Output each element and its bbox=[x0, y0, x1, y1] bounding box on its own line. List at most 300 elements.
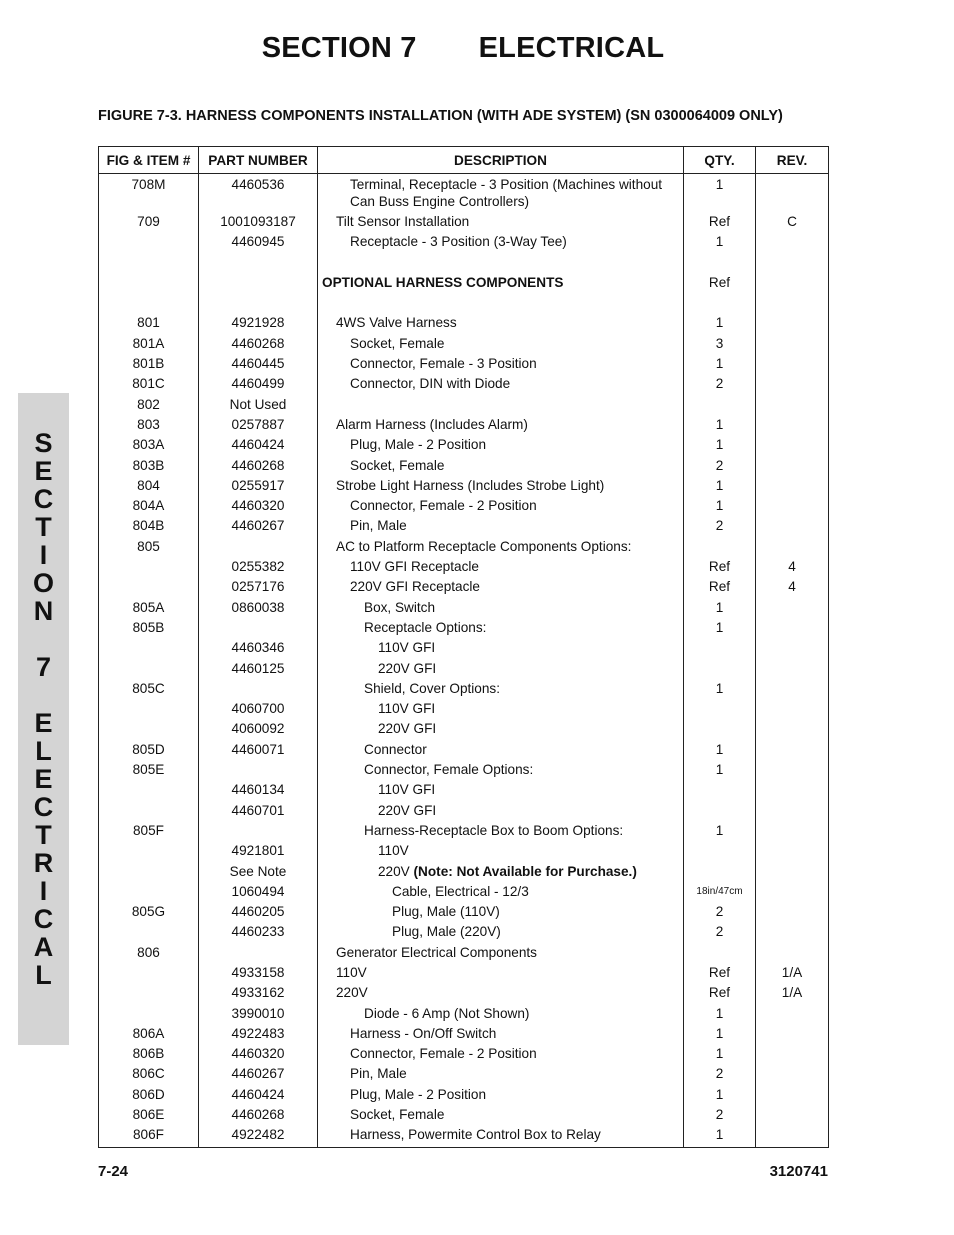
rev-cell: 4 bbox=[756, 558, 829, 578]
fig-item-cell bbox=[99, 923, 199, 943]
qty-cell: 1 bbox=[684, 416, 756, 436]
table-row bbox=[99, 1045, 829, 1065]
rev-cell bbox=[756, 842, 829, 862]
description-cell: Connector, DIN with Diode bbox=[318, 375, 684, 395]
column-header-fig-item: FIG & ITEM # bbox=[99, 147, 199, 174]
qty-cell: 1 bbox=[684, 1005, 756, 1025]
page-number: 7-24 bbox=[98, 1163, 129, 1180]
table-row bbox=[99, 802, 829, 822]
rev-cell bbox=[756, 1106, 829, 1126]
rev-cell bbox=[756, 599, 829, 619]
qty-cell: 1 bbox=[684, 761, 756, 781]
qty-cell: 2 bbox=[684, 1065, 756, 1085]
part-number-cell: 4460268 bbox=[199, 1106, 318, 1126]
rev-cell bbox=[756, 436, 829, 456]
description-cell: Tilt Sensor Installation bbox=[318, 213, 684, 233]
description-cell: Diode - 6 Amp (Not Shown) bbox=[318, 1005, 684, 1025]
table-row bbox=[99, 477, 829, 497]
description-cell: Socket, Female bbox=[318, 1106, 684, 1126]
table-row bbox=[99, 457, 829, 477]
side-tab-letter: C bbox=[33, 792, 54, 822]
qty-cell: 2 bbox=[684, 375, 756, 395]
rev-cell: 4 bbox=[756, 578, 829, 598]
table-row bbox=[99, 639, 829, 659]
rev-cell bbox=[756, 883, 829, 903]
table-row bbox=[99, 720, 829, 740]
description-cell: Plug, Male (220V) bbox=[318, 923, 684, 943]
column-header-rev: REV. bbox=[756, 147, 829, 174]
part-number-cell: 0255917 bbox=[199, 477, 318, 497]
qty-cell: 3 bbox=[684, 335, 756, 355]
table-row bbox=[99, 1005, 829, 1025]
qty-cell: 1 bbox=[684, 477, 756, 497]
column-header-description: DESCRIPTION bbox=[318, 147, 684, 174]
rev-cell bbox=[756, 174, 829, 214]
table-row bbox=[99, 254, 829, 274]
part-number-cell: 4060092 bbox=[199, 720, 318, 740]
parts-table bbox=[98, 146, 829, 1148]
fig-item-cell: 806D bbox=[99, 1086, 199, 1106]
rev-cell bbox=[756, 335, 829, 355]
table-row bbox=[99, 1025, 829, 1045]
side-tab-text bbox=[18, 429, 69, 989]
rev-cell bbox=[756, 375, 829, 395]
part-number-cell: 4921928 bbox=[199, 314, 318, 334]
description-cell: Pin, Male bbox=[318, 1065, 684, 1085]
part-number-cell: 4460424 bbox=[199, 1086, 318, 1106]
rev-cell bbox=[756, 619, 829, 639]
rev-cell bbox=[756, 294, 829, 314]
rev-cell bbox=[756, 1126, 829, 1147]
part-number-cell bbox=[199, 680, 318, 700]
table-row bbox=[99, 680, 829, 700]
qty-cell: 1 bbox=[684, 1086, 756, 1106]
description-text: 220V bbox=[378, 863, 414, 879]
part-number-cell: 4460320 bbox=[199, 497, 318, 517]
part-number-cell: 4460536 bbox=[199, 174, 318, 214]
section-label: SECTION 7 bbox=[261, 32, 417, 64]
description-cell: 110V GFI bbox=[318, 781, 684, 801]
fig-item-cell bbox=[99, 863, 199, 883]
description-cell: 110V GFI bbox=[318, 700, 684, 720]
fig-item-cell: 805A bbox=[99, 599, 199, 619]
qty-cell bbox=[684, 863, 756, 883]
description-cell: AC to Platform Receptacle Components Options: bbox=[318, 538, 684, 558]
fig-item-cell bbox=[99, 964, 199, 984]
table-row bbox=[99, 599, 829, 619]
qty-cell: 1 bbox=[684, 174, 756, 214]
fig-item-cell: 806 bbox=[99, 944, 199, 964]
fig-item-cell: 802 bbox=[99, 396, 199, 416]
rev-cell bbox=[756, 274, 829, 294]
fig-item-cell bbox=[99, 578, 199, 598]
side-tab-letter: L bbox=[35, 736, 52, 766]
part-number-cell: 4921801 bbox=[199, 842, 318, 862]
table-row bbox=[99, 233, 829, 253]
description-cell: Generator Electrical Components bbox=[318, 944, 684, 964]
part-number-cell: Not Used bbox=[199, 396, 318, 416]
qty-cell: 2 bbox=[684, 517, 756, 537]
rev-cell bbox=[756, 497, 829, 517]
fig-item-cell bbox=[99, 254, 199, 274]
fig-item-cell: 805F bbox=[99, 822, 199, 842]
fig-item-cell bbox=[99, 842, 199, 862]
table-row bbox=[99, 335, 829, 355]
part-number-cell: 0860038 bbox=[199, 599, 318, 619]
description-cell: Socket, Female bbox=[318, 457, 684, 477]
description-cell: 110V bbox=[318, 964, 684, 984]
table-row bbox=[99, 1065, 829, 1085]
fig-item-cell bbox=[99, 1005, 199, 1025]
side-tab-letter: T bbox=[35, 820, 52, 850]
side-tab-letter: S bbox=[34, 428, 53, 458]
fig-item-cell: 803B bbox=[99, 457, 199, 477]
table-row bbox=[99, 174, 829, 214]
table-row bbox=[99, 213, 829, 233]
rev-cell bbox=[756, 944, 829, 964]
description-cell: 110V bbox=[318, 842, 684, 862]
rev-cell bbox=[756, 477, 829, 497]
figure-title: FIGURE 7-3. HARNESS COMPONENTS INSTALLATION (WITH ADE SYSTEM) (SN 0300064009 ONLY) bbox=[98, 108, 783, 124]
table-row bbox=[99, 436, 829, 456]
fig-item-cell bbox=[99, 233, 199, 253]
qty-cell bbox=[684, 944, 756, 964]
table-row bbox=[99, 700, 829, 720]
rev-cell bbox=[756, 416, 829, 436]
qty-cell: 1 bbox=[684, 599, 756, 619]
description-cell: Plug, Male (110V) bbox=[318, 903, 684, 923]
table-row bbox=[99, 1106, 829, 1126]
qty-cell bbox=[684, 396, 756, 416]
table-row bbox=[99, 375, 829, 395]
part-number-cell: 4460268 bbox=[199, 457, 318, 477]
table-row bbox=[99, 314, 829, 334]
table-header-row bbox=[99, 147, 829, 174]
description-cell: Receptacle - 3 Position (3-Way Tee) bbox=[318, 233, 684, 253]
table-row bbox=[99, 761, 829, 781]
description-cell: Box, Switch bbox=[318, 599, 684, 619]
side-tab-letter: L bbox=[35, 960, 52, 990]
rev-cell bbox=[756, 233, 829, 253]
side-tab-letter: T bbox=[35, 512, 52, 542]
fig-item-cell bbox=[99, 294, 199, 314]
table-row bbox=[99, 944, 829, 964]
description-cell: Cable, Electrical - 12/3 bbox=[318, 883, 684, 903]
table-row bbox=[99, 538, 829, 558]
table-row bbox=[99, 781, 829, 801]
description-cell: 110V GFI Receptacle bbox=[318, 558, 684, 578]
table-row bbox=[99, 660, 829, 680]
side-section-tab bbox=[18, 393, 69, 1045]
part-number-cell: 4460233 bbox=[199, 923, 318, 943]
fig-item-cell: 801C bbox=[99, 375, 199, 395]
side-tab-letter: C bbox=[33, 484, 54, 514]
description-cell: 110V GFI bbox=[318, 639, 684, 659]
side-tab-gap bbox=[18, 625, 69, 653]
description-cell: Pin, Male bbox=[318, 517, 684, 537]
rev-cell bbox=[756, 538, 829, 558]
rev-cell bbox=[756, 1025, 829, 1045]
fig-item-cell bbox=[99, 720, 199, 740]
rev-cell bbox=[756, 741, 829, 761]
part-number-cell bbox=[199, 274, 318, 294]
side-tab-letter: 7 bbox=[35, 652, 52, 682]
table-row bbox=[99, 558, 829, 578]
side-tab-letter: C bbox=[33, 904, 54, 934]
table-row bbox=[99, 984, 829, 1004]
description-cell: Harness, Powermite Control Box to Relay bbox=[318, 1126, 684, 1147]
qty-cell: Ref bbox=[684, 984, 756, 1004]
parts-table-body bbox=[99, 174, 829, 1148]
qty-cell: 2 bbox=[684, 923, 756, 943]
rev-cell bbox=[756, 1086, 829, 1106]
part-number-cell: 4933162 bbox=[199, 984, 318, 1004]
rev-cell bbox=[756, 781, 829, 801]
fig-item-cell bbox=[99, 660, 199, 680]
rev-cell bbox=[756, 1045, 829, 1065]
side-tab-letter: I bbox=[39, 540, 48, 570]
rev-cell bbox=[756, 1065, 829, 1085]
description-cell: Strobe Light Harness (Includes Strobe Light) bbox=[318, 477, 684, 497]
qty-cell: 1 bbox=[684, 680, 756, 700]
description-cell: Plug, Male - 2 Position bbox=[318, 436, 684, 456]
qty-cell: 1 bbox=[684, 497, 756, 517]
side-tab-letter: N bbox=[33, 596, 54, 626]
part-number-cell bbox=[199, 294, 318, 314]
part-number-cell bbox=[199, 822, 318, 842]
fig-item-cell: 805B bbox=[99, 619, 199, 639]
description-cell: Receptacle Options: bbox=[318, 619, 684, 639]
fig-item-cell: 806A bbox=[99, 1025, 199, 1045]
part-number-cell: 4460320 bbox=[199, 1045, 318, 1065]
fig-item-cell: 708M bbox=[99, 174, 199, 214]
table-row bbox=[99, 578, 829, 598]
table-row bbox=[99, 416, 829, 436]
description-cell: Connector, Female - 2 Position bbox=[318, 1045, 684, 1065]
description-cell: 220V bbox=[318, 984, 684, 1004]
qty-cell: Ref bbox=[684, 213, 756, 233]
fig-item-cell: 805D bbox=[99, 741, 199, 761]
part-number-cell: 0257887 bbox=[199, 416, 318, 436]
table-row bbox=[99, 396, 829, 416]
description-cell: 220V GFI Receptacle bbox=[318, 578, 684, 598]
part-number-cell: 1060494 bbox=[199, 883, 318, 903]
part-number-cell: 1001093187 bbox=[199, 213, 318, 233]
table-row bbox=[99, 355, 829, 375]
fig-item-cell: 803 bbox=[99, 416, 199, 436]
rev-cell bbox=[756, 517, 829, 537]
part-number-cell: 4060700 bbox=[199, 700, 318, 720]
rev-cell bbox=[756, 923, 829, 943]
section-name: ELECTRICAL bbox=[478, 32, 665, 64]
fig-item-cell: 806E bbox=[99, 1106, 199, 1126]
rev-cell bbox=[756, 639, 829, 659]
part-number-cell: 3990010 bbox=[199, 1005, 318, 1025]
part-number-cell bbox=[199, 619, 318, 639]
qty-cell: 18in/47cm bbox=[684, 883, 756, 903]
description-cell: 4WS Valve Harness bbox=[318, 314, 684, 334]
rev-cell bbox=[756, 700, 829, 720]
description-cell: Alarm Harness (Includes Alarm) bbox=[318, 416, 684, 436]
column-header-part-number: PART NUMBER bbox=[199, 147, 318, 174]
description-cell: Socket, Female bbox=[318, 335, 684, 355]
rev-cell bbox=[756, 802, 829, 822]
fig-item-cell bbox=[99, 558, 199, 578]
fig-item-cell: 806C bbox=[99, 1065, 199, 1085]
rev-cell bbox=[756, 660, 829, 680]
purchase-note: (Note: Not Available for Purchase.) bbox=[413, 863, 637, 879]
qty-cell: 1 bbox=[684, 1045, 756, 1065]
qty-cell: 1 bbox=[684, 1126, 756, 1147]
qty-cell: Ref bbox=[684, 578, 756, 598]
table-row bbox=[99, 903, 829, 923]
rev-cell bbox=[756, 314, 829, 334]
table-row bbox=[99, 964, 829, 984]
qty-cell bbox=[684, 700, 756, 720]
fig-item-cell: 805E bbox=[99, 761, 199, 781]
rev-cell bbox=[756, 761, 829, 781]
table-row bbox=[99, 741, 829, 761]
description-cell: Terminal, Receptacle - 3 Position (Machines without Can Buss Engine Controllers) bbox=[318, 174, 684, 214]
side-tab-letter: E bbox=[34, 764, 53, 794]
qty-cell bbox=[684, 538, 756, 558]
qty-cell: 1 bbox=[684, 314, 756, 334]
fig-item-cell bbox=[99, 639, 199, 659]
side-tab-letter: A bbox=[33, 932, 54, 962]
description-cell: 220V GFI bbox=[318, 720, 684, 740]
table-row bbox=[99, 274, 829, 294]
part-number-cell: 4460701 bbox=[199, 802, 318, 822]
qty-cell: 1 bbox=[684, 233, 756, 253]
table-row bbox=[99, 517, 829, 537]
rev-cell bbox=[756, 863, 829, 883]
side-tab-letter: E bbox=[34, 456, 53, 486]
description-cell: Connector, Female - 3 Position bbox=[318, 355, 684, 375]
table-row bbox=[99, 294, 829, 314]
column-header-qty: QTY. bbox=[684, 147, 756, 174]
part-number-cell bbox=[199, 254, 318, 274]
part-number-cell: 4460424 bbox=[199, 436, 318, 456]
part-number-cell bbox=[199, 761, 318, 781]
table-row bbox=[99, 842, 829, 862]
side-tab-gap bbox=[18, 681, 69, 709]
rev-cell: 1/A bbox=[756, 984, 829, 1004]
qty-cell bbox=[684, 639, 756, 659]
fig-item-cell bbox=[99, 984, 199, 1004]
fig-item-cell bbox=[99, 802, 199, 822]
fig-item-cell: 805C bbox=[99, 680, 199, 700]
rev-cell bbox=[756, 254, 829, 274]
qty-cell: 2 bbox=[684, 457, 756, 477]
fig-item-cell: 804 bbox=[99, 477, 199, 497]
rev-cell bbox=[756, 457, 829, 477]
qty-cell: 1 bbox=[684, 436, 756, 456]
fig-item-cell: 805G bbox=[99, 903, 199, 923]
fig-item-cell: 804A bbox=[99, 497, 199, 517]
part-number-cell: 4460499 bbox=[199, 375, 318, 395]
table-row bbox=[99, 822, 829, 842]
part-number-cell: 0257176 bbox=[199, 578, 318, 598]
part-number-cell: 4460134 bbox=[199, 781, 318, 801]
rev-cell bbox=[756, 720, 829, 740]
fig-item-cell: 803A bbox=[99, 436, 199, 456]
table-row bbox=[99, 1086, 829, 1106]
qty-cell: 2 bbox=[684, 1106, 756, 1126]
fig-item-cell: 804B bbox=[99, 517, 199, 537]
fig-item-cell: 709 bbox=[99, 213, 199, 233]
qty-cell: Ref bbox=[684, 558, 756, 578]
part-number-cell: 4460205 bbox=[199, 903, 318, 923]
part-number-cell bbox=[199, 538, 318, 558]
description-cell: Plug, Male - 2 Position bbox=[318, 1086, 684, 1106]
rev-cell bbox=[756, 822, 829, 842]
part-number-cell: 4460268 bbox=[199, 335, 318, 355]
qty-cell bbox=[684, 294, 756, 314]
part-number-cell: 4460267 bbox=[199, 517, 318, 537]
table-row bbox=[99, 923, 829, 943]
description-cell: 220V GFI bbox=[318, 660, 684, 680]
qty-cell: 1 bbox=[684, 741, 756, 761]
description-cell: Shield, Cover Options: bbox=[318, 680, 684, 700]
qty-cell bbox=[684, 254, 756, 274]
fig-item-cell bbox=[99, 700, 199, 720]
qty-cell: 1 bbox=[684, 1025, 756, 1045]
fig-item-cell: 801A bbox=[99, 335, 199, 355]
table-row bbox=[99, 883, 829, 903]
description-cell: Harness - On/Off Switch bbox=[318, 1025, 684, 1045]
part-number-cell: 4460346 bbox=[199, 639, 318, 659]
qty-cell: 1 bbox=[684, 822, 756, 842]
qty-cell bbox=[684, 720, 756, 740]
document-number: 3120741 bbox=[769, 1163, 828, 1180]
qty-cell: Ref bbox=[684, 274, 756, 294]
rev-cell: 1/A bbox=[756, 964, 829, 984]
table-row bbox=[99, 619, 829, 639]
qty-cell bbox=[684, 842, 756, 862]
part-number-cell: 4922482 bbox=[199, 1126, 318, 1147]
qty-cell: 1 bbox=[684, 355, 756, 375]
fig-item-cell: 805 bbox=[99, 538, 199, 558]
rev-cell: C bbox=[756, 213, 829, 233]
description-cell bbox=[318, 254, 684, 274]
qty-cell bbox=[684, 802, 756, 822]
description-cell bbox=[318, 294, 684, 314]
description-cell bbox=[318, 863, 684, 883]
table-row bbox=[99, 497, 829, 517]
part-number-cell bbox=[199, 944, 318, 964]
rev-cell bbox=[756, 396, 829, 416]
table-row bbox=[99, 863, 829, 883]
side-tab-letter: E bbox=[34, 708, 53, 738]
part-number-cell: 0255382 bbox=[199, 558, 318, 578]
description-cell: Connector bbox=[318, 741, 684, 761]
part-number-cell: 4460445 bbox=[199, 355, 318, 375]
description-cell: OPTIONAL HARNESS COMPONENTS bbox=[318, 274, 684, 294]
side-tab-letter: R bbox=[33, 848, 54, 878]
rev-cell bbox=[756, 1005, 829, 1025]
rev-cell bbox=[756, 903, 829, 923]
part-number-cell: 4460267 bbox=[199, 1065, 318, 1085]
rev-cell bbox=[756, 680, 829, 700]
rev-cell bbox=[756, 355, 829, 375]
description-cell bbox=[318, 396, 684, 416]
qty-cell bbox=[684, 660, 756, 680]
fig-item-cell: 806B bbox=[99, 1045, 199, 1065]
side-tab-letter: I bbox=[39, 876, 48, 906]
qty-cell: 2 bbox=[684, 903, 756, 923]
description-cell: Harness-Receptacle Box to Boom Options: bbox=[318, 822, 684, 842]
description-cell: Connector, Female Options: bbox=[318, 761, 684, 781]
